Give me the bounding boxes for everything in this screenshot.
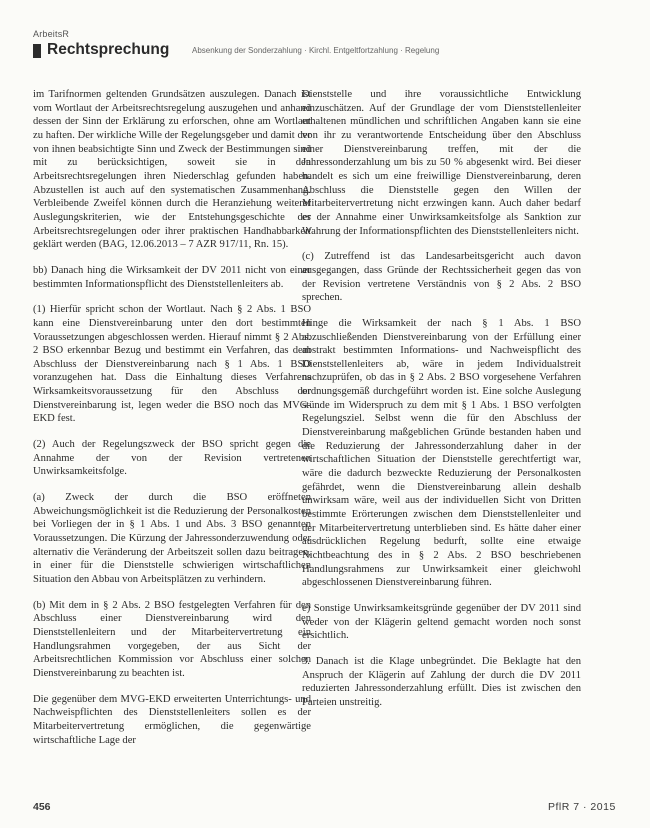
header-marker <box>33 44 41 58</box>
page-header <box>33 41 633 61</box>
left-column <box>33 88 311 759</box>
page-number: 456 <box>33 801 51 813</box>
paragraph: Dienststelle und ihre voraussichtliche Entwicklung einzuschätzen. Auf der Grundlage der vom Dienststellenleiter erhaltenen mündlichen und schriftlichen Angaben kann sie eine von ihr zu verantwortende Entscheidung über den Abschluss einer Dienstvereinbarung treffen, mit der die Jahressonderzahlung um bis zu 50 % abgesenkt wird. Bei dieser handelt es sich um eine freiwillige Dienstvereinbarung, deren Abschluss die Dienststelle gegen den Willen der Mitarbeitervertretung nicht erzwingen kann. Auch daher bedarf es der Annahme einer Unwirksamkeitsfolge als Sanktion zur Wahrung der Informationspflichten des Dienststellenleiters nicht. <box>302 89 581 237</box>
header-title: Rechtsprechung <box>47 41 170 58</box>
paragraph: (c) Zutreffend ist das Landesarbeitsgericht auch davon ausgegangen, dass Gründe der Rechtssicherheit gegen das von der Revision vertretene Verständnis von § 2 Abs. 2 BSO sprechen. <box>302 251 581 304</box>
right-column <box>302 88 581 722</box>
paragraph: im Tarifnormen geltenden Grundsätzen auszulegen. Danach ist vom Wortlaut der Arbeitsrechtsregelung auszugehen und anhand dessen der Sinn der Erklärung zu erforschen, ohne am Wortlaut zu haften. Der wirkliche Wille der Regelungsgeber und damit der von ihnen beabsichtigte Sinn und Zweck der Bestimmungen sind mit zu berücksichtigen, soweit sie in den Arbeitsrechtsregelungen ihren Niederschlag gefunden haben. Abzustellen ist auch auf den systematischen Zusammenhang. Verbleibende Zweifel können durch die Heranziehung weiterer Auslegungskriterien, wie der Entstehungsgeschichte der Arbeitsrechtsregelungen oder ihrer praktischen Handhabbarkeit geklärt werden (BAG, 12.06.2013 – 7 AZR 917/11, Rn. 15). <box>33 89 311 251</box>
header-subtitle: Absenkung der Sonderzahlung · Kirchl. Entgeltfortzahlung · Regelung <box>192 46 440 55</box>
paragraph: (2) Auch der Regelungszweck der BSO spricht gegen die Annahme der von der Revision vertretenen Unwirksamkeitsfolge. <box>33 439 311 478</box>
paragraph: Die gegenüber dem MVG-EKD erweiterten Unterrichtungs- und Nachweispflichten des Dienststellenleiters sollen es der Mitarbeitervertretung ermöglichen, die gegenwärtige wirtschaftliche Lage der <box>33 693 311 746</box>
journal-reference: PflR 7 · 2015 <box>548 801 616 813</box>
paragraph: bb) Danach hing die Wirksamkeit der DV 2011 nicht von einer bestimmten Informationspflicht des Dienststellenleiters ab. <box>33 264 311 290</box>
paragraph: e) Sonstige Unwirksamkeitsgründe gegenüber der DV 2011 sind weder von der Klägerin geltend gemacht worden noch sonst ersichtlich. <box>302 602 581 642</box>
paragraph: (1) Hierfür spricht schon der Wortlaut. Nach § 2 Abs. 1 BSO kann eine Dienstvereinbarung unter den dort bestimmten Voraussetzungen abgeschlossen werden. Hierauf nimmt § 2 Abs. 2 BSO erkennbar Bezug und bestimmt ein Verfahren, das dem Abschluss der Dienstvereinbarung nach § 1 Abs. 1 BSO voranzugehen hat. Dass die Einhaltung dieses Verfahrens Wirksamkeitsvoraussetzung für den Abschluss der Dienstvereinbarung ist, legen weder die BSO noch das MVG-EKD fest. <box>33 304 311 425</box>
paragraph: (b) Mit dem in § 2 Abs. 2 BSO festgelegten Verfahren für den Abschluss einer Dienstvereinbarung wird den Dienststellenleitern und der Mitarbeitervertretung ein Handlungsrahmen vorgegeben, der aus Sicht der Arbeitsrechtlichen Kommission vor Abschluss einer solchen Dienstvereinbarung zu beachten ist. <box>33 599 311 679</box>
paragraph: (a) Zweck der durch die BSO eröffneten Abweichungsmöglichkeit ist die Reduzierung der Personalkosten bei Vorliegen der in § 1 Abs. 1 und Abs. 3 BSO genannten Voraussetzungen. Die Kürzung der Jahressonderzuwendung oder alternativ die Veränderung der Arbeitszeit sollen dazu beitragen, in einer für die Dienststelle schwierigen wirtschaftlichen Situation den Abbau von Arbeitsplätzen zu verhindern. <box>33 492 311 585</box>
paragraph: 3. Danach ist die Klage unbegründet. Die Beklagte hat den Anspruch der Klägerin auf Zahlung der durch die DV 2011 reduzierten Jahressonderzahlung erfüllt. Dies ist zwischen den Parteien unstreitig. <box>302 655 581 708</box>
paragraph: Hinge die Wirksamkeit der nach § 1 Abs. 1 BSO abzuschließenden Dienstvereinbarung von der Erfüllung einer abstrakt bestimmten Informations- und Nachweispflicht des Dienststellenleiters ab, wäre in jedem Individualstreit nachzuprüfen, ob das in § 2 Abs. 2 BSO vorgesehene Verfahren ordnungsgemäß durchgeführt worden ist. Eine solche Auslegung stünde im Widerspruch zu dem mit § 1 Abs. 1 BSO verfolgten Regelungsziel. Selbst wenn die für den Abschluss der Dienstvereinbarung maßgeblichen Gründe bestanden haben und die Reduzierung der Jahressonderzahlung daher in der wirtschaftlichen Situation der Dienststelle gerechtfertigt war, wäre die dadurch bezweckte Reduzierung der Personalkosten gefährdet, wenn die Dienstvereinbarung allein deshalb unwirksam wäre, weil aus der individuellen Sicht von Dritten bestimmte Erörterungen zwischen dem Dienststellenleiter und der Mitarbeitervertretung unterblieben sind. Es hätte daher einer ausdrücklichen Regelung bedurft, sollte eine etwaige Nichtbeachtung des in § 2 Abs. 2 BSO beschriebenen Handlungsrahmens zur Unwirksamkeit einer gleichwohl abgeschlossenen Dienstvereinbarung führen. <box>302 317 581 589</box>
section-label: ArbeitsR <box>33 29 70 39</box>
